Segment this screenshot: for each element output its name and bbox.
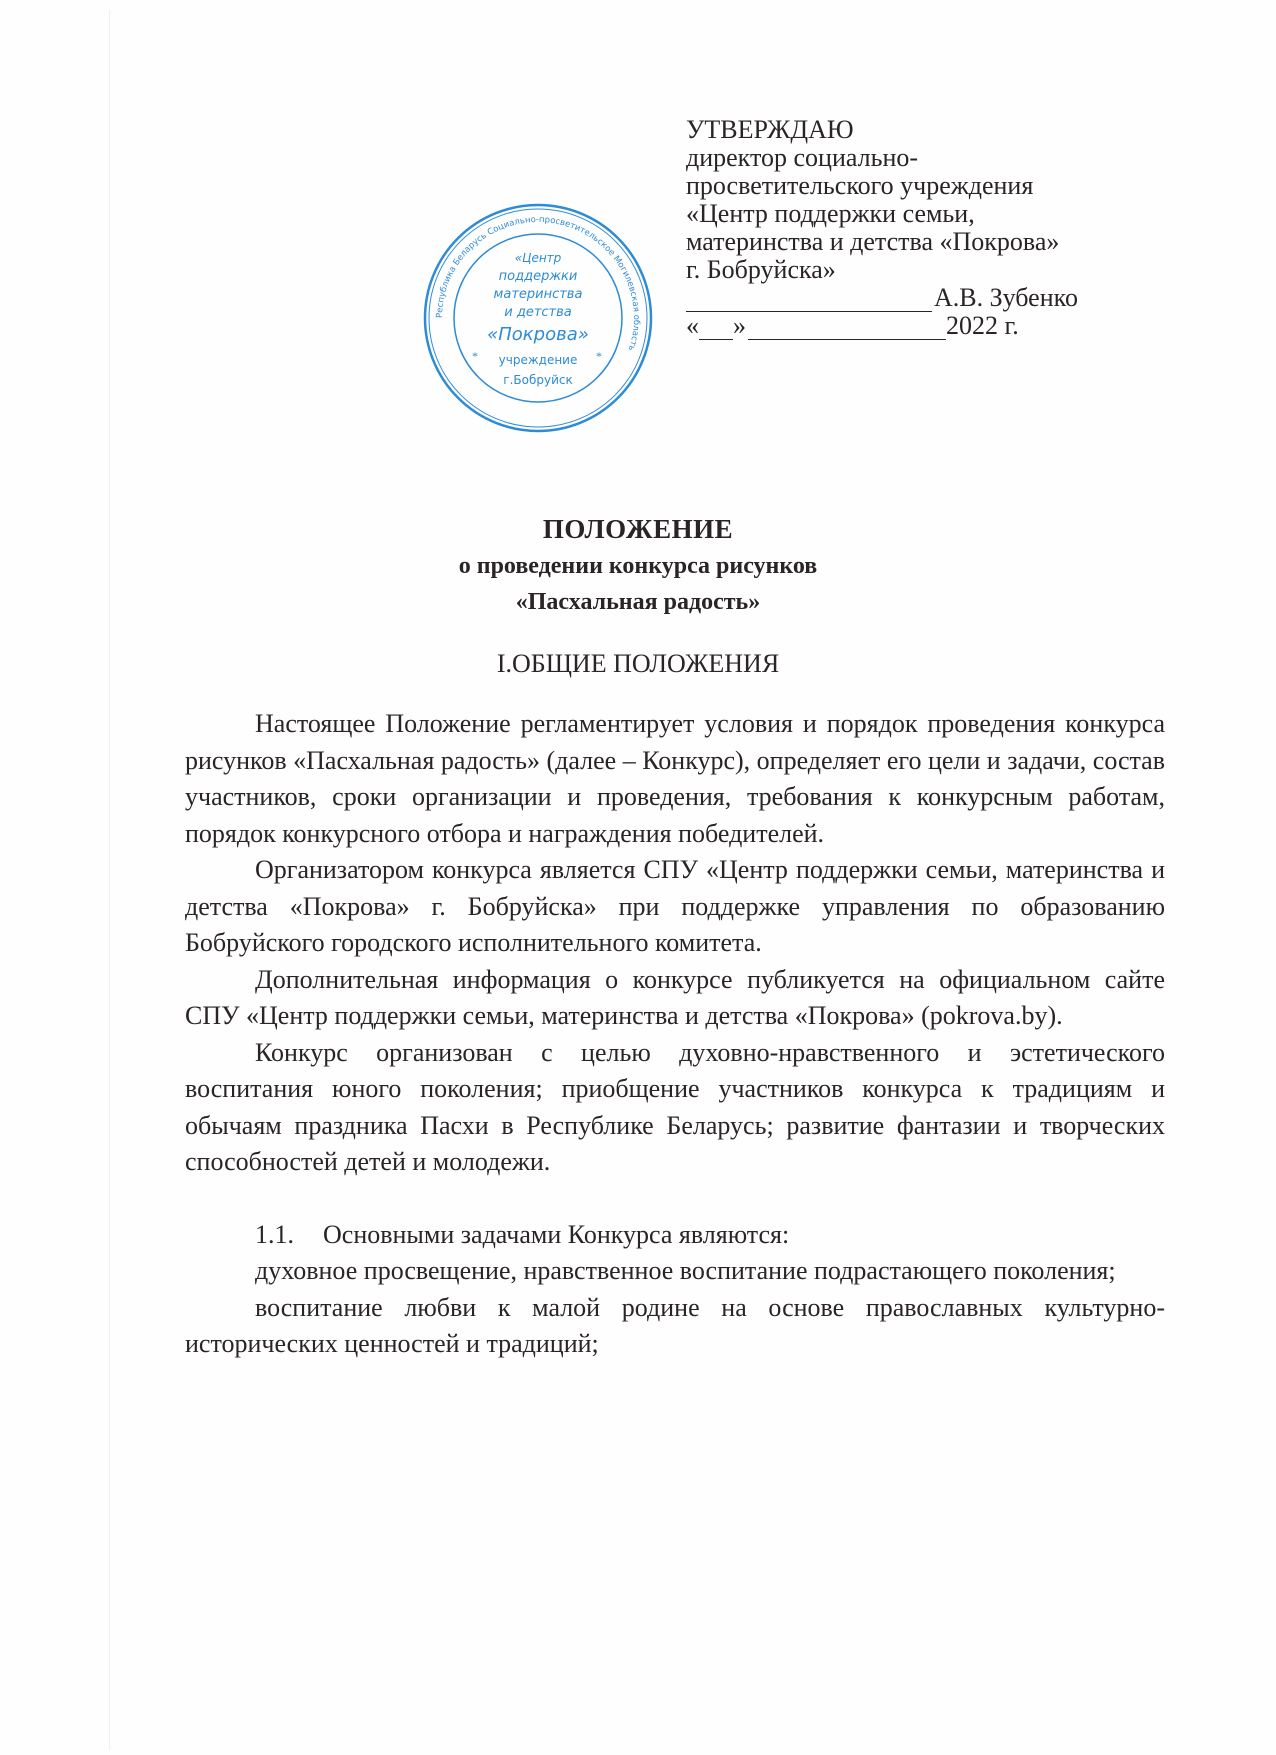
stamp-inner-line: и детства <box>504 305 572 320</box>
tasks-list <box>185 1253 1165 1363</box>
date-line <box>686 312 1166 340</box>
stamp-ring-text: Республика Беларусь Социально-просветительское Могилевская область <box>434 214 642 352</box>
stamp-star-icon: * <box>472 349 478 363</box>
stamp-city: г.Бобруйск <box>503 373 573 387</box>
signatory-name: А.В. Зубенко <box>934 283 1078 312</box>
approval-heading: УТВЕРЖДАЮ <box>686 115 854 144</box>
stamp-inner-line: «Центр <box>514 251 562 265</box>
date-open-quote: « <box>686 311 699 340</box>
tasks-heading <box>185 1217 1165 1254</box>
approval-block <box>686 116 1166 340</box>
paragraph-text: Настоящее Положение регламентирует условия и порядок проведения конкурса рисунков «Пасхальная радость» (далее – Конкурс), определяет его цели и задачи, состав участников, сроки организации и проведения, требования к конкурсным работам, порядок конкурсного отбора и награждения победителей. <box>185 709 1165 848</box>
approval-line: просветительского учреждения <box>686 171 1034 200</box>
task-item: духовное просвещение, нравственное воспитание подрастающего поколения; <box>255 1256 1116 1285</box>
approval-line: г. Бобруйска» <box>686 255 836 284</box>
date-close-quote: » <box>733 311 746 340</box>
paragraphs <box>185 706 1165 1181</box>
date-year: 2022 г. <box>946 311 1019 340</box>
approval-line: директор социально- <box>686 143 919 172</box>
tasks-heading-text: Основными задачами Конкурса являются: <box>323 1219 790 1249</box>
stamp-inner-line: поддержки <box>498 269 578 284</box>
approval-line: «Центр поддержки семьи, <box>686 199 975 228</box>
document-subtitle: о проведении конкурса рисунков <box>458 553 818 579</box>
header-area <box>0 0 1276 460</box>
stamp-bottom-text: учреждение <box>498 353 578 367</box>
stamp-inner-line: «Покрова» <box>487 324 589 345</box>
contest-name: «Пасхальная радость» <box>515 589 761 615</box>
signature-blank <box>686 289 932 312</box>
date-month-blank <box>748 317 946 340</box>
paragraph-text: Организатором конкурса является СПУ «Центр поддержки семьи, материнства и детства «Покрова» г. Бобруйска» при поддержке управления по образованию Бобруйского городского исполнительного комитета. <box>185 855 1165 957</box>
date-day-blank <box>699 317 733 340</box>
document-title: ПОЛОЖЕНИЕ <box>542 514 734 544</box>
paragraph-text: Дополнительная информация о конкурсе публикуется на официальном сайте СПУ «Центр поддержки семьи, материнства и детства «Покрова» (pokrova.by). <box>185 964 1165 1030</box>
stamp-star-icon: * <box>596 349 602 363</box>
stamp-inner-line: материнства <box>493 287 583 302</box>
document-content <box>0 460 1276 1403</box>
task-item: воспитание любви к малой родине на основе православных культурно-исторических ценностей и традиций; <box>185 1292 1165 1358</box>
section-heading: I.ОБЩИЕ ПОЛОЖЕНИЯ <box>496 649 780 678</box>
official-stamp-icon <box>420 200 656 436</box>
paragraph-text: Конкурс организован с целью духовно-нравственного и эстетического воспитания юного поколения; приобщение участников конкурса к традициям и обычаям праздника Пасхи в Республике Беларусь; развитие фантазии и творческих способностей детей и молодежи. <box>185 1037 1165 1176</box>
tasks-number: 1.1. <box>255 1219 294 1249</box>
approval-line: материнства и детства «Покрова» <box>686 227 1060 256</box>
signature-line <box>686 284 1166 312</box>
